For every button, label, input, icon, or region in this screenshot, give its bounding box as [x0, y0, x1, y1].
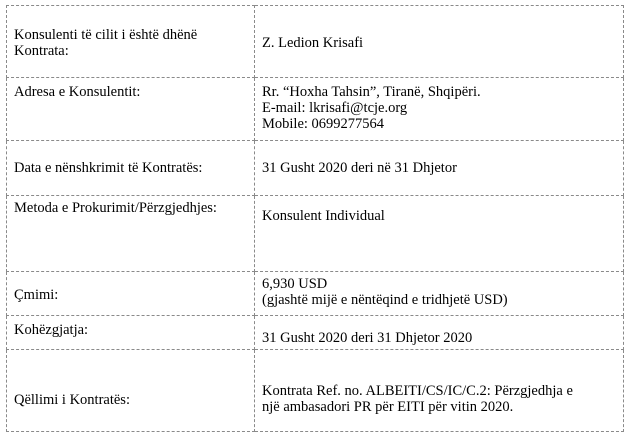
- label-signing-date: Data e nënshkrimit të Kontratës:: [14, 160, 203, 176]
- price-amount: 6,930 USD: [262, 276, 328, 292]
- signing-date-value: 31 Gusht 2020 deri në 31 Dhjetor: [262, 160, 457, 176]
- procurement-method-value: Konsulent Individual: [262, 208, 385, 224]
- value-cell: [255, 272, 624, 316]
- address-email: E-mail: lkrisafi@tcje.org: [262, 100, 408, 116]
- table-row-procurement-method: [7, 196, 624, 272]
- label-price: Çmimi:: [14, 287, 59, 303]
- label-cell: [7, 196, 255, 272]
- label-consultant-line-2: Kontrata:: [14, 43, 69, 59]
- label-cell: [7, 350, 255, 432]
- address-mobile: Mobile: 0699277564: [262, 116, 385, 132]
- value-cell: [255, 6, 624, 78]
- table-row-signing-date: [7, 141, 624, 196]
- table-row-price: [7, 272, 624, 316]
- value-cell: [255, 316, 624, 350]
- table-row-address: [7, 78, 624, 141]
- label-consultant-line-1: Konsulenti të cilit i është dhënë: [14, 27, 198, 43]
- table-row-consultant: [7, 6, 624, 78]
- label-duration: Kohëzgjatja:: [14, 322, 89, 338]
- value-cell: [255, 196, 624, 272]
- label-procurement-method: Metoda e Prokurimit/Përzgjedhjes:: [14, 200, 217, 216]
- label-address: Adresa e Konsulentit:: [14, 84, 141, 100]
- duration-value: 31 Gusht 2020 deri 31 Dhjetor 2020: [262, 330, 473, 346]
- label-cell: [7, 6, 255, 78]
- label-cell: [7, 78, 255, 141]
- label-cell: [7, 272, 255, 316]
- value-cell: [255, 141, 624, 196]
- purpose-line-1: Kontrata Ref. no. ALBEITI/CS/IC/C.2: Përzgjedhja e: [262, 383, 573, 399]
- value-cell: [255, 78, 624, 141]
- table-row-duration: [7, 316, 624, 350]
- consultant-name: Z. Ledion Krisafi: [262, 35, 364, 51]
- contract-details-table: [6, 5, 624, 432]
- price-in-words: (gjashtë mijë e nëntëqind e tridhjetë USD): [262, 292, 508, 308]
- purpose-line-2: një ambasadori PR për EITI për vitin 2020.: [262, 399, 514, 415]
- label-cell: [7, 316, 255, 350]
- address-street: Rr. “Hoxha Tahsin”, Tiranë, Shqipëri.: [262, 84, 481, 100]
- label-cell: [7, 141, 255, 196]
- table-row-purpose: [7, 350, 624, 432]
- label-purpose: Qëllimi i Kontratës:: [14, 392, 130, 408]
- value-cell: [255, 350, 624, 432]
